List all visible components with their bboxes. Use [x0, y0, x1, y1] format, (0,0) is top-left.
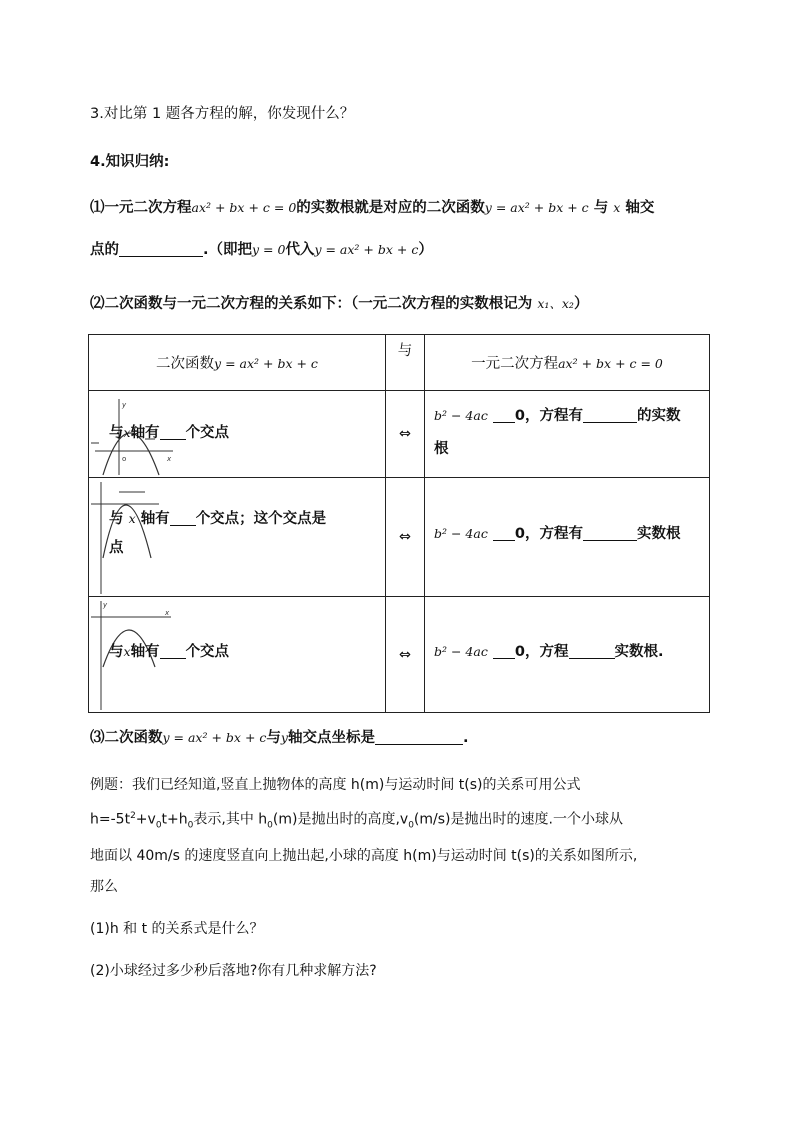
table-row [89, 478, 710, 597]
svg-text:y: y [103, 601, 108, 609]
table-row [89, 391, 710, 478]
row-3-equiv [386, 597, 425, 713]
row-1-left-x: x [123, 425, 131, 440]
item-3-number: ⑶ [90, 730, 105, 746]
svg-text:x: x [165, 609, 170, 617]
header-equation-text: 一元二次方程 [471, 356, 559, 372]
row-3-left-x: x [123, 644, 131, 659]
row-1-right-a: 0，方程有 [514, 408, 583, 424]
row-3-function-cell [89, 597, 386, 713]
row-3-count-blank[interactable] [160, 643, 186, 659]
row-2-left-a: 与 [109, 511, 124, 527]
example-formula-e: (m)是抛出时的高度,v [272, 811, 409, 828]
row-2-left-x: x [128, 511, 136, 526]
example-question-1: (1)h 和 t 的关系式是什么？ [90, 921, 264, 938]
header-equation-math: ax² + bx + c = 0 [558, 356, 663, 371]
row-2-roots-blank[interactable] [583, 525, 637, 541]
row-2-left-text-1 [109, 507, 326, 528]
row-3-equiv-symbol: ⇔ [398, 646, 412, 663]
item-1-text-6: .（即把 [203, 242, 253, 258]
row-3-left-c: 个交点 [185, 644, 230, 660]
row-1-left-c: 个交点 [185, 425, 230, 441]
row-3-right-b: 实数根. [614, 644, 664, 660]
example-formula-sub-1: 0 [155, 820, 162, 831]
item-1-number: ⑴ [90, 200, 105, 216]
example-line-3: 地面以 40m/s 的速度竖直向上抛出起,小球的高度 h(m)与运动时间 t(s)的关系如图所示, [90, 848, 638, 865]
row-2-equiv [386, 478, 425, 597]
item-1-text-5: 点的 [90, 242, 119, 258]
row-3-left-b: 轴有 [130, 644, 160, 660]
example-formula-b: +v [135, 811, 156, 828]
row-1-left-b: 轴有 [130, 425, 160, 441]
item-1-text-4: 轴交 [625, 200, 655, 216]
example-line-2 [90, 801, 637, 841]
item-1-x-var: x [613, 200, 621, 215]
item-2-number: ⑵ [90, 296, 105, 312]
row-1-right-b: 的实数 [637, 408, 681, 424]
row-2-sign-blank[interactable] [493, 525, 515, 541]
item-3-text-3: 轴交点坐标是 [287, 730, 375, 746]
example-formula-sub-3: 0 [267, 820, 273, 831]
question-3: 3.对比第 1 题各方程的解，你发现什么？ [90, 106, 355, 122]
example-line-4: 那么 [90, 879, 118, 896]
example-formula-sub-4: 0 [408, 820, 414, 831]
parabola-one-root-sketch [89, 478, 209, 596]
relation-table [88, 334, 710, 713]
item-3-y-var: y [280, 730, 288, 745]
row-3-sign-blank[interactable] [493, 643, 515, 659]
item-1-text-8: ） [418, 242, 433, 258]
row-1-left-text [109, 421, 229, 442]
item-3-line [90, 726, 468, 747]
item-1-equation: ax² + bx + c = 0 [191, 200, 297, 215]
example-formula-d: 表示,其中 h [193, 811, 268, 828]
svg-text:y: y [122, 401, 127, 409]
row-2-equation-cell [425, 478, 710, 597]
row-2-right-b: 实数根 [637, 526, 681, 542]
item-1-line-1 [90, 196, 654, 217]
item-2-line [90, 292, 588, 313]
example-formula-sup: 2 [130, 811, 136, 821]
example-formula-a: h=-5t [90, 811, 131, 828]
item-1-text-7: 代入 [285, 242, 315, 258]
header-function-text: 二次函数 [156, 356, 215, 372]
row-3-right-line-1 [434, 640, 664, 661]
row-1-roots-blank[interactable] [583, 407, 637, 423]
row-2-left-d: 点 [109, 540, 124, 556]
item-3-answer-blank[interactable] [375, 729, 463, 745]
header-function [89, 335, 386, 391]
row-1-count-blank[interactable] [160, 424, 186, 440]
row-2-count-blank[interactable] [170, 510, 196, 526]
svg-text:x: x [167, 455, 172, 463]
row-1-sign-blank[interactable] [493, 407, 515, 423]
header-with [386, 335, 425, 391]
row-1-equiv-symbol: ⇔ [398, 426, 412, 442]
item-3-text-1: 二次函数 [104, 730, 163, 746]
row-3-roots-blank[interactable] [569, 643, 615, 659]
header-equation [425, 335, 710, 391]
row-2-right-a: 0，方程有 [514, 526, 583, 542]
row-2-left-b: 轴有 [140, 511, 170, 527]
table-header-row [89, 335, 710, 391]
item-1-text-2: 的实数根就是对应的二次函数 [296, 200, 485, 216]
item-3-text-2: 与 [266, 730, 281, 746]
row-3-equation-cell [425, 597, 710, 713]
row-2-equiv-symbol: ⇔ [398, 529, 412, 545]
row-1-right-line-2 [434, 437, 449, 458]
row-1-discriminant: b² − 4ac [434, 408, 488, 423]
item-2-roots: x₁、x₂ [537, 296, 574, 311]
section-4-heading: 4.知识归纳: [90, 154, 170, 170]
item-2-text-1: 二次函数与一元二次方程的关系如下：（一元二次方程的实数根记为 [104, 296, 533, 312]
item-1-function: y = ax² + bx + c [484, 200, 589, 215]
header-function-math: y = ax² + bx + c [214, 356, 318, 371]
row-1-left-a: 与 [109, 425, 124, 441]
item-2-text-2: ） [573, 296, 589, 312]
row-3-left-a: 与 [109, 644, 124, 660]
item-1-answer-blank[interactable] [119, 241, 203, 257]
row-3-discriminant: b² − 4ac [434, 644, 488, 659]
row-1-equiv [386, 391, 425, 478]
example-question-2: (2)小球经过多少秒后落地?你有几种求解方法? [90, 963, 377, 980]
item-1-function-2: y = ax² + bx + c [314, 242, 419, 257]
example-formula-sub-2: 0 [187, 820, 194, 831]
header-with-text: 与 [397, 343, 413, 359]
row-2-function-cell [89, 478, 386, 597]
example-line-1: 例题：我们已经知道,竖直上抛物体的高度 h(m)与运动时间 t(s)的关系可用公式 [90, 777, 581, 793]
item-1-line-2 [90, 238, 433, 259]
row-2-left-c: 个交点；这个交点是 [195, 511, 327, 527]
row-1-right-c: 根 [434, 441, 449, 457]
example-formula-c: t+h [161, 811, 188, 828]
table-row [89, 597, 710, 713]
item-3-text-4: . [462, 730, 469, 746]
row-3-right-a: 0，方程 [514, 644, 569, 660]
example-formula-f: (m/s)是抛出时的速度.一个小球从 [413, 811, 623, 828]
example-block [90, 770, 637, 987]
row-2-right-line-1 [434, 522, 681, 543]
item-3-function: y = ax² + bx + c [162, 730, 267, 745]
item-1-y-zero: y = 0 [252, 242, 286, 257]
row-1-equation-cell [425, 391, 710, 478]
svg-text:o: o [122, 455, 127, 463]
item-1-text-1: 一元二次方程 [104, 200, 192, 216]
item-1-text-3: 与 [593, 200, 609, 216]
row-3-left-text [109, 640, 229, 661]
row-1-function-cell [89, 391, 386, 478]
row-1-right-line-1 [434, 404, 681, 425]
row-2-discriminant: b² − 4ac [434, 526, 488, 541]
row-2-left-text-2 [109, 536, 124, 557]
